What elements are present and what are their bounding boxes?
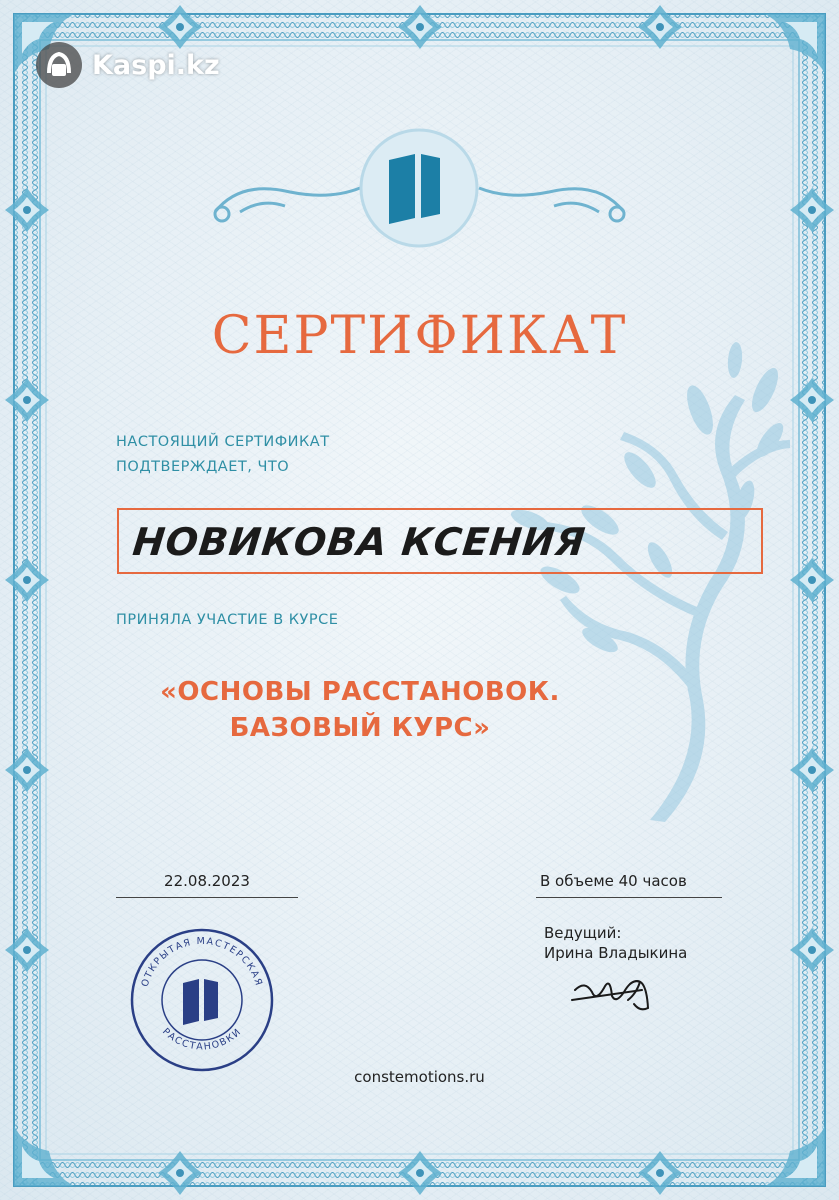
lead-label: Ведущий:: [544, 924, 622, 942]
recipient-name-box: [117, 508, 763, 574]
signature-icon: [572, 981, 648, 1009]
course-title-line-1: «ОСНОВЫ РАССТАНОВОК.: [160, 677, 560, 707]
intro-line-2: ПОДТВЕРЖДАЕТ, ЧТО: [116, 459, 290, 475]
stamp-text-bottom: РАССТАНОВКИ: [160, 1026, 244, 1053]
kaspi-brand-text: Kaspi.kz: [92, 49, 220, 81]
intro-line-1: НАСТОЯЩИЙ СЕРТИФИКАТ: [116, 434, 330, 450]
date-underline: [116, 897, 298, 898]
certificate-title: СЕРТИФИКАТ: [211, 306, 628, 366]
stamp-seal-icon: [132, 930, 272, 1070]
hours-underline: [536, 897, 722, 898]
course-title-line-2: БАЗОВЫЙ КУРС»: [229, 713, 491, 743]
course-title: [0, 674, 720, 746]
issue-date: 22.08.2023: [164, 872, 250, 890]
stamp-text-top: ОТКРЫТАЯ МАСТЕРСКАЯ: [139, 935, 265, 989]
kaspi-logo-icon: [36, 42, 82, 88]
recipient-name: НОВИКОВА КСЕНИЯ: [130, 520, 588, 564]
kaspi-watermark: [36, 42, 220, 88]
logo-medallion: [361, 130, 477, 246]
course-hours: В объеме 40 часов: [540, 872, 687, 890]
certificate-intro: [116, 430, 330, 480]
website-link[interactable]: constemotions.ru: [354, 1068, 485, 1086]
tree-ornament-icon: [508, 341, 790, 822]
participation-text: ПРИНЯЛА УЧАСТИЕ В КУРСЕ: [116, 612, 339, 628]
book-logo-icon: [389, 154, 440, 224]
lead-name: Ирина Владыкина: [544, 944, 688, 962]
